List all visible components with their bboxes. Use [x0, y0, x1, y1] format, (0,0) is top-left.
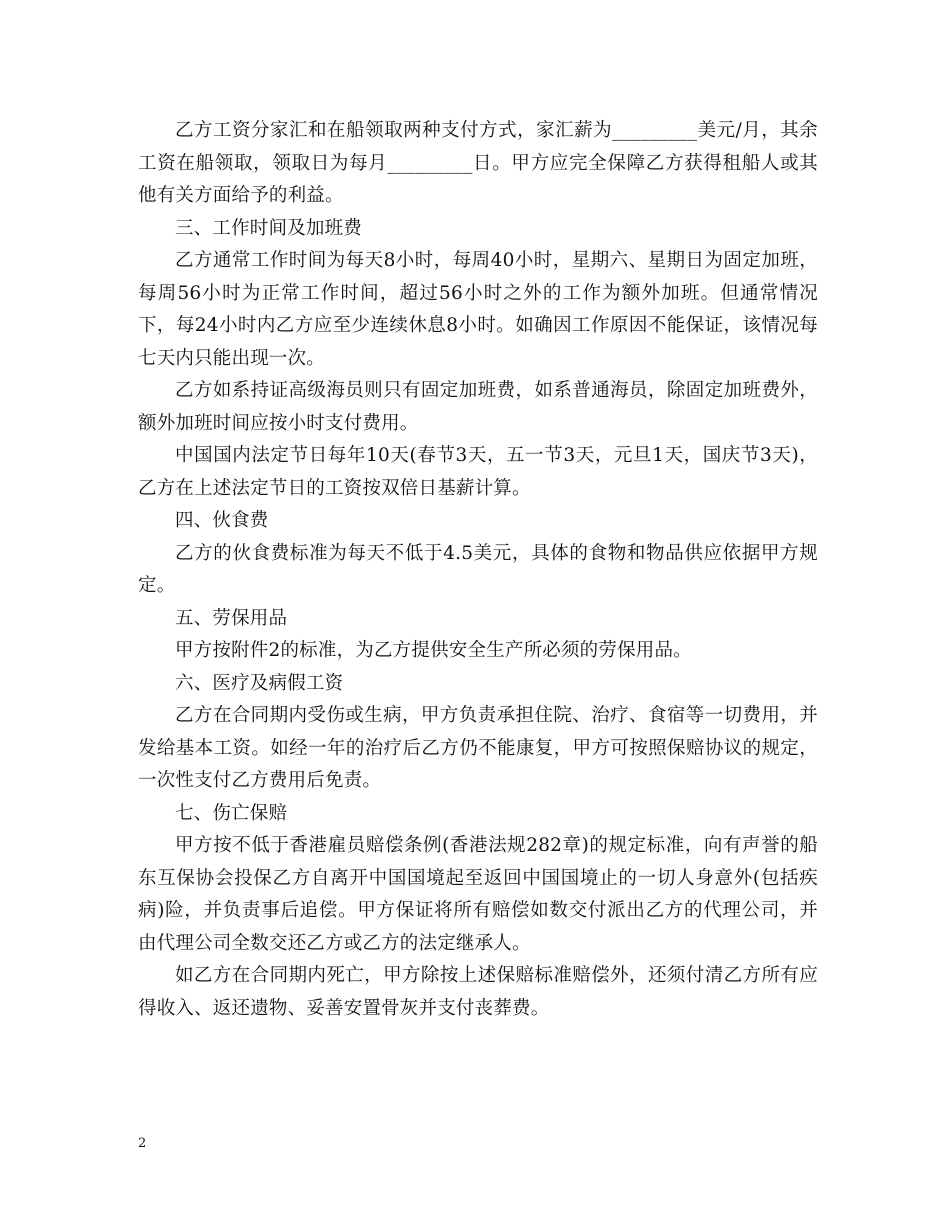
- paragraph-wage-payment: 乙方工资分家汇和在船领取两种支付方式，家汇薪为_________美元/月，其余工资在船领取，领取日为每月_________日。甲方应完全保障乙方获得租船人或其他有关方面给予的利益。: [138, 120, 818, 206]
- section-heading-medical: 六、医疗及病假工资: [175, 672, 344, 694]
- paragraph-working-hours: 乙方通常工作时间为每天8小时，每周40小时，星期六、星期日为固定加班，每周56小时为正常工作时间，超过56小时之外的工作为额外加班。但通常情况下，每24小时内乙方应至少连续休息8小时。如确因工作原因不能保证，该情况每七天内只能出现一次。: [138, 250, 818, 369]
- paragraph-holidays: 中国国内法定节日每年10天(春节3天，五一节3天，元旦1天，国庆节3天)，乙方在上述法定节日的工资按双倍日基薪计算。: [138, 445, 818, 499]
- section-heading-working-hours: 三、工作时间及加班费: [175, 217, 363, 239]
- section-heading-meals: 四、伙食费: [175, 510, 269, 531]
- section-heading-protective-gear: 五、劳保用品: [175, 607, 288, 629]
- document-body: [138, 115, 818, 1025]
- paragraph-death-compensation: 如乙方在合同期内死亡，甲方除按上述保赔标准赔偿外，还须付清乙方所有应得收入、返还遗物、妥善安置骨灰并支付丧葬费。: [138, 965, 818, 1019]
- paragraph-medical: 乙方在合同期内受伤或生病，甲方负责承担住院、治疗、食宿等一切费用，并发给基本工资。如经一年的治疗后乙方仍不能康复，甲方可按照保赔协议的规定，一次性支付乙方费用后免责。: [138, 705, 818, 791]
- paragraph-insurance: 甲方按不低于香港雇员赔偿条例(香港法规282章)的规定标准，向有声誉的船东互保协会投保乙方自离开中国国境起至返回中国国境止的一切人身意外(包括疾病)险，并负责事后追偿。甲方保证将所有赔偿如数交付派出乙方的代理公司，并由代理公司全数交还乙方或乙方的法定继承人。: [138, 835, 818, 954]
- page-number: 2: [138, 1136, 147, 1151]
- paragraph-overtime-pay: 乙方如系持证高级海员则只有固定加班费，如系普通海员，除固定加班费外，额外加班时间应按小时支付费用。: [138, 380, 818, 434]
- paragraph-meal-allowance: 乙方的伙食费标准为每天不低于4.5美元，具体的食物和物品供应依据甲方规定。: [138, 542, 818, 596]
- section-heading-injury-death: 七、伤亡保赔: [175, 802, 288, 824]
- paragraph-protective-gear: 甲方按附件2的标准，为乙方提供安全生产所必须的劳保用品。: [175, 640, 692, 661]
